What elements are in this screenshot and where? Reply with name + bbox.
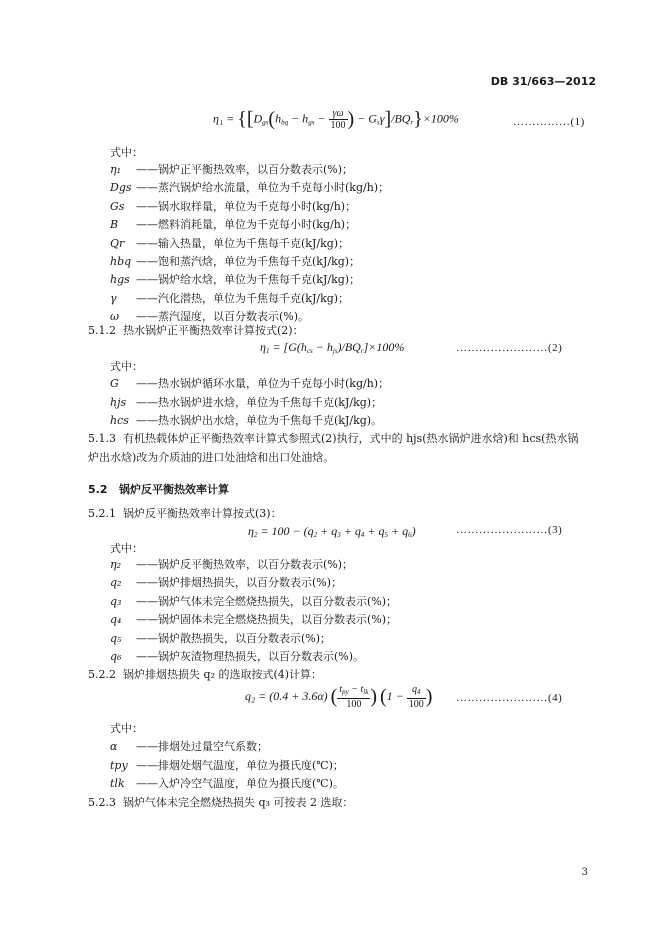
legend-symbol: Gs bbox=[110, 199, 125, 213]
legend-row bbox=[110, 255, 360, 269]
equation-3: $\eta_2 = 100 - (q_2 + q_3 + q_4 + q_5 + q_6)$ bbox=[248, 524, 416, 539]
legend-description: ——锅炉给水焓，单位为千焦每千克(kJ/kg)； bbox=[136, 273, 361, 287]
legend-row bbox=[110, 740, 268, 754]
eq1-lhs: η₁ = bbox=[213, 111, 235, 126]
legend-row bbox=[110, 759, 344, 773]
legend-description: ——入炉冷空气温度，单位为摄氏度(℃)。 bbox=[136, 777, 344, 790]
legend-row bbox=[110, 613, 397, 627]
legend-description: ——锅炉固体未完全燃烧热损失，以百分数表示(%)； bbox=[136, 613, 398, 627]
legend-description: ——排烟处过量空气系数； bbox=[136, 740, 268, 753]
section-5-2-3 bbox=[88, 796, 353, 810]
page-number: 3 bbox=[581, 867, 588, 878]
eq1-frac-num: γω bbox=[329, 108, 348, 120]
section-text: 锅炉气体未完全燃烧热损失 q₃ 可按表 2 选取： bbox=[123, 796, 354, 809]
section-5-1-3 bbox=[88, 432, 578, 446]
legend-description: ——燃料消耗量，单位为千克每小时(kg/h)； bbox=[136, 218, 357, 232]
legend-symbol: hgs bbox=[110, 273, 130, 287]
legend1-intro: 式中： bbox=[110, 146, 143, 159]
legend-symbol: q₅ bbox=[110, 631, 122, 645]
legend-row bbox=[110, 273, 360, 287]
legend-description: ——锅炉灰渣物理热损失，以百分数表示(%)。 bbox=[136, 650, 365, 663]
legend-row bbox=[110, 777, 344, 791]
eq4-lhs: q₂ = (0.4 + 3.6α) bbox=[245, 688, 328, 703]
legend-symbol: q₄ bbox=[110, 613, 122, 627]
section-number: 5.2.3 bbox=[88, 796, 116, 809]
eq4-f1-den: 100 bbox=[346, 699, 362, 710]
section-text: 锅炉排烟热损失 q₂ 的选取按式(4)计算： bbox=[123, 668, 323, 681]
eq1-ref: ……………(1) bbox=[513, 116, 585, 128]
legend-row bbox=[110, 396, 382, 410]
legend-description: ——汽化潜热，单位为千焦每千克(kJ/kg)； bbox=[136, 291, 350, 305]
legend-symbol: hjs bbox=[110, 395, 127, 409]
legend3-intro: 式中： bbox=[110, 542, 143, 555]
legend-symbol: η₂ bbox=[110, 558, 121, 571]
section-text: 锅炉反平衡热效率计算按式(3)： bbox=[123, 507, 282, 520]
legend-description: ——饱和蒸汽焓，单位为千焦每千克(kJ/kg)； bbox=[136, 255, 361, 268]
legend-row bbox=[110, 595, 397, 609]
legend-row bbox=[110, 163, 353, 177]
equation-1: $\eta_1 = \{[D_{gs}(h_{bq} - h_{gs}$ − $\frac{\gamma\omega}{100}$ ) − $G_s\gamma]/BQ_r\}\times 100\%$ bbox=[213, 108, 459, 131]
legend-description: ——热水锅炉循环水量，单位为千克每小时(kg/h)； bbox=[136, 377, 390, 390]
section-5-1-3-line2: 炉出水焓)改为介质油的进口处油焓和出口处油焓。 bbox=[88, 451, 335, 464]
legend-symbol: γ bbox=[110, 291, 117, 305]
legend-symbol: tlk bbox=[110, 777, 125, 790]
section-5-2 bbox=[88, 481, 229, 497]
eq1-frac-den: 100 bbox=[330, 120, 346, 131]
standard-code: DB 31/663—2012 bbox=[490, 75, 596, 88]
legend4-intro: 式中： bbox=[110, 722, 143, 735]
eq3-ref: ……………………(3) bbox=[456, 524, 563, 536]
legend-description: ——锅炉反平衡热效率，以百分数表示(%)； bbox=[136, 558, 354, 571]
legend-description: ——锅水取样量，单位为千克每小时(kg/h)； bbox=[136, 199, 357, 213]
legend-symbol: B bbox=[110, 218, 119, 232]
section-5-1-2 bbox=[88, 324, 304, 338]
legend-row bbox=[110, 558, 353, 572]
legend-row bbox=[110, 181, 389, 195]
legend-symbol: hcs bbox=[110, 414, 129, 427]
equation-4: q₂ = (0.4 + 3.6α) ( $\frac{t_{py} - t_{lk}}{100}$ ) (1 − $\frac{q_4}{100}$ ) bbox=[245, 684, 433, 710]
legend-symbol: hbq bbox=[110, 255, 132, 268]
legend-row bbox=[110, 632, 331, 646]
equation-2: $\eta_1 = [G(h_{cs} - h_{js})/BQ_r]\times 100\%$ bbox=[260, 340, 405, 355]
legend2-intro: 式中： bbox=[110, 360, 143, 373]
legend-symbol: tpy bbox=[110, 758, 128, 772]
section-number: 5.2 bbox=[88, 483, 108, 496]
legend-description: ——锅炉气体未完全燃烧热损失，以百分数表示(%)； bbox=[136, 594, 398, 608]
section-line1: 有机热载体炉正平衡热效率计算式参照式(2)执行，式中的 hjs(热水锅炉进水焓)和 hcs(热水锅 bbox=[123, 432, 579, 445]
legend-row bbox=[110, 414, 382, 428]
legend-row bbox=[110, 200, 356, 214]
legend-row bbox=[110, 218, 356, 232]
legend-symbol: Qr bbox=[110, 236, 125, 250]
legend-row bbox=[110, 377, 389, 391]
legend-description: ——蒸汽锅炉给水流量，单位为千克每小时(kg/h)； bbox=[136, 181, 390, 195]
eq4-ref: ……………………(4) bbox=[456, 692, 563, 704]
legend-description: ——热水锅炉进水焓，单位为千焦每千克(kJ/kg)； bbox=[136, 395, 383, 409]
legend-description: ——锅炉散热损失，以百分数表示(%)； bbox=[136, 631, 332, 645]
legend-row bbox=[110, 292, 349, 306]
section-title: 锅炉反平衡热效率计算 bbox=[119, 483, 229, 496]
legend-symbol: G bbox=[110, 377, 119, 390]
legend-row bbox=[110, 650, 364, 664]
legend-symbol: α bbox=[110, 740, 118, 753]
legend-symbol: q₃ bbox=[110, 594, 122, 608]
legend-description: ——蒸汽湿度，以百分数表示(%)。 bbox=[136, 310, 310, 324]
section-number: 5.2.2 bbox=[88, 668, 116, 681]
legend-symbol: Dgs bbox=[110, 181, 132, 195]
section-number: 5.1.3 bbox=[88, 432, 116, 445]
eq2-ref: ……………………(2) bbox=[456, 342, 563, 354]
legend-symbol: η₁ bbox=[110, 163, 121, 176]
legend-description: ——锅炉正平衡热效率，以百分数表示(%)； bbox=[136, 163, 354, 176]
legend-description: ——排烟处烟气温度，单位为摄氏度(℃)； bbox=[136, 758, 344, 772]
section-text: 热水锅炉正平衡热效率计算按式(2)： bbox=[123, 324, 304, 337]
legend-symbol: q₆ bbox=[110, 650, 122, 663]
legend-row bbox=[110, 576, 342, 590]
legend-description: ——热水锅炉出水焓，单位为千焦每千克(kJ/kg)。 bbox=[136, 414, 383, 427]
legend-row bbox=[110, 237, 349, 251]
eq4-f2-den: 100 bbox=[408, 699, 424, 710]
section-number: 5.2.1 bbox=[88, 507, 116, 520]
legend-row bbox=[110, 310, 309, 324]
section-5-2-2 bbox=[88, 668, 322, 682]
legend-description: ——锅炉排烟热损失，以百分数表示(%)； bbox=[136, 576, 343, 590]
section-5-2-1 bbox=[88, 507, 282, 521]
legend-symbol: ω bbox=[110, 310, 119, 324]
legend-description: ——输入热量，单位为千焦每千克(kJ/kg)； bbox=[136, 236, 350, 250]
legend-symbol: q₂ bbox=[110, 576, 122, 590]
section-number: 5.1.2 bbox=[88, 324, 116, 337]
